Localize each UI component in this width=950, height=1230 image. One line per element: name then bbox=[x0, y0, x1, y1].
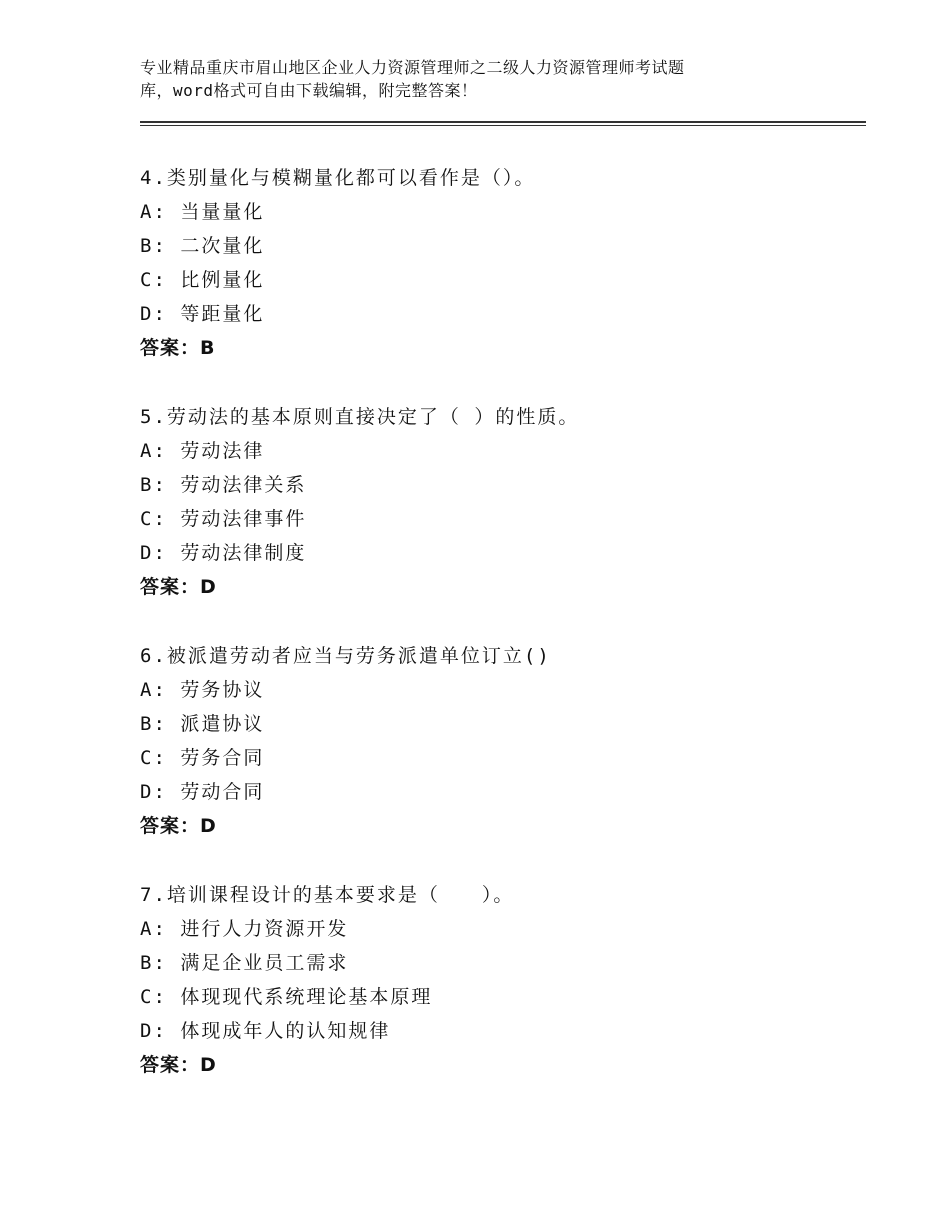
question-6 bbox=[140, 639, 860, 843]
option-a: A: 劳动法律 bbox=[140, 440, 265, 462]
answer: 答案：D bbox=[140, 815, 217, 837]
option-a: A: 当量量化 bbox=[140, 201, 265, 223]
option-b: B: 二次量化 bbox=[140, 235, 265, 257]
option-c: C: 劳动法律事件 bbox=[140, 508, 307, 530]
option-a: A: 劳务协议 bbox=[140, 679, 265, 701]
header-line-1: 专业精品重庆市眉山地区企业人力资源管理师之二级人力资源管理师考试题 bbox=[140, 58, 685, 77]
option-c: C: 比例量化 bbox=[140, 269, 265, 291]
option-d: D: 体现成年人的认知规律 bbox=[140, 1020, 391, 1042]
question-stem: 7.培训课程设计的基本要求是（ ）。 bbox=[140, 884, 515, 906]
question-7 bbox=[140, 878, 860, 1082]
header-line-2: 库，word格式可自由下载编辑，附完整答案！ bbox=[140, 81, 478, 100]
option-b: B: 满足企业员工需求 bbox=[140, 952, 349, 974]
option-b: B: 派遣协议 bbox=[140, 713, 265, 735]
option-a: A: 进行人力资源开发 bbox=[140, 918, 349, 940]
option-d: D: 等距量化 bbox=[140, 303, 265, 325]
question-4 bbox=[140, 161, 860, 365]
header-divider-thin bbox=[140, 125, 866, 126]
question-5 bbox=[140, 400, 860, 604]
question-stem: 5.劳动法的基本原则直接决定了（ ）的性质。 bbox=[140, 406, 580, 428]
header-divider-thick bbox=[140, 121, 866, 123]
option-c: C: 体现现代系统理论基本原理 bbox=[140, 986, 433, 1008]
answer: 答案：D bbox=[140, 1054, 217, 1076]
option-b: B: 劳动法律关系 bbox=[140, 474, 307, 496]
document-header bbox=[140, 56, 800, 102]
answer: 答案：B bbox=[140, 337, 216, 359]
option-c: C: 劳务合同 bbox=[140, 747, 265, 769]
question-stem: 6.被派遣劳动者应当与劳务派遣单位订立() bbox=[140, 645, 551, 667]
option-d: D: 劳动合同 bbox=[140, 781, 265, 803]
question-stem: 4.类别量化与模糊量化都可以看作是（）。 bbox=[140, 167, 536, 189]
option-d: D: 劳动法律制度 bbox=[140, 542, 307, 564]
answer: 答案：D bbox=[140, 576, 217, 598]
